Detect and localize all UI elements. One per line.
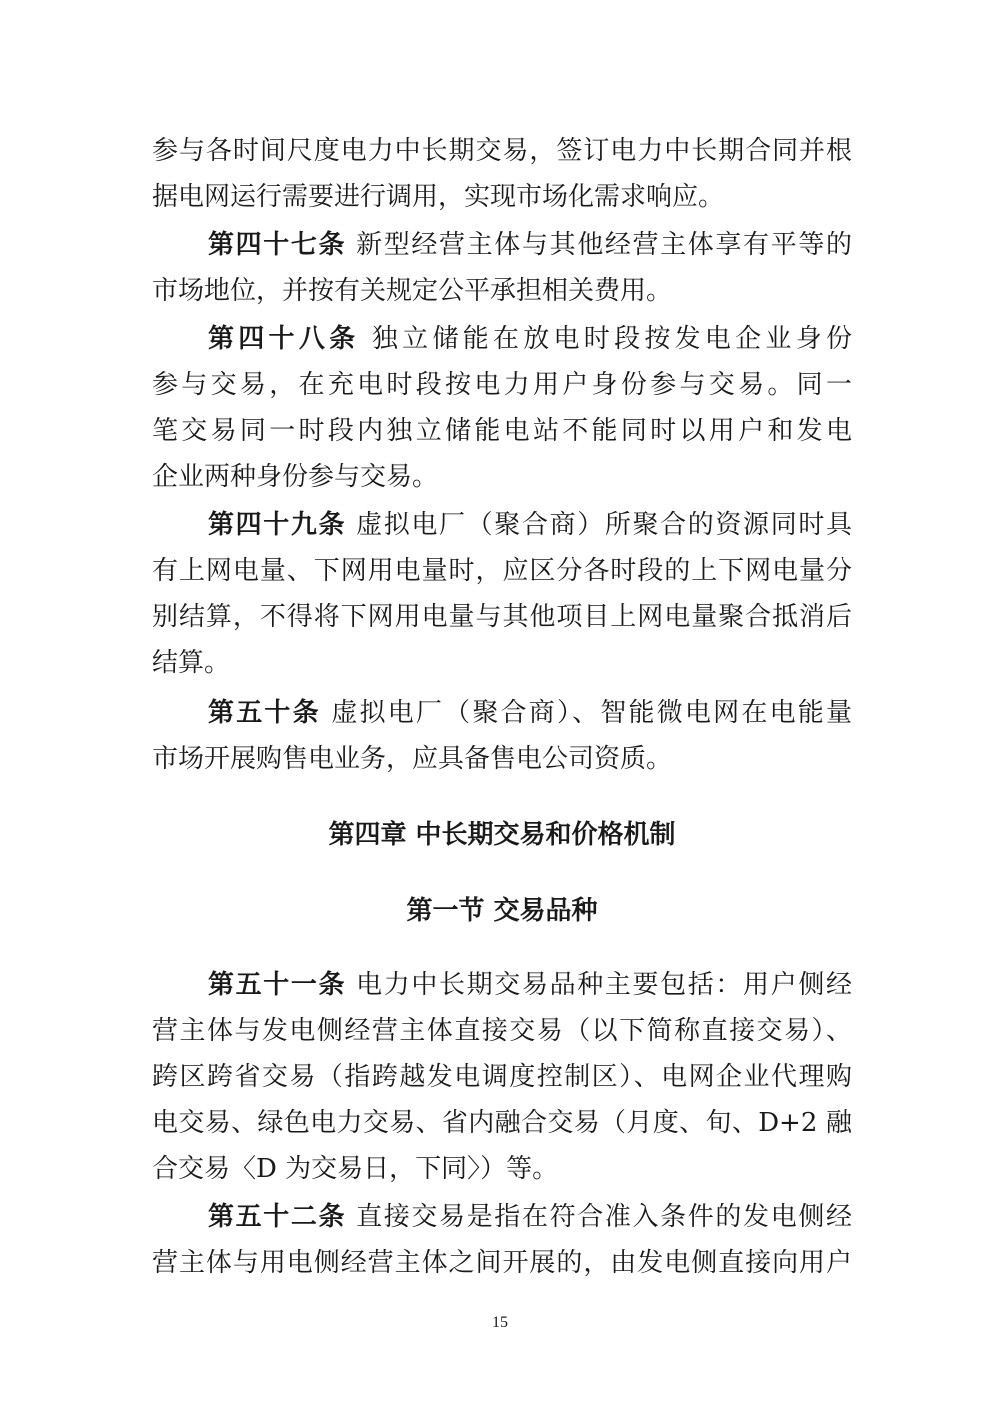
text-line: 跨区跨省交易（指跨越发电调度控制区）、电网企业代理购 <box>152 1062 852 1092</box>
article-title: 第五十一条 <box>208 970 347 1000</box>
text-line: 营主体与发电侧经营主体直接交易（以下简称直接交易）、 <box>152 1016 852 1046</box>
text-line: 据电网运行需要进行调用，实现市场化需求响应。 <box>152 182 725 212</box>
chapter-heading: 第四章 中长期交易和价格机制 <box>328 820 676 850</box>
article-title: 第五十二条 <box>208 1202 347 1232</box>
text-line: 参与各时间尺度电力中长期交易，签订电力中长期合同并根 <box>152 136 852 166</box>
text-line: 营主体与用电侧经营主体之间开展的，由发电侧直接向用户 <box>152 1248 852 1278</box>
text-line: 合交易〈D 为交易日，下同〉）等。 <box>152 1154 559 1184</box>
text-line: 笔交易同一时段内独立储能电站不能同时以用户和发电 <box>152 416 852 446</box>
text-line: 市场开展购售电业务，应具备售电公司资质。 <box>152 744 673 774</box>
section-heading: 第一节 交易品种 <box>406 896 598 926</box>
article-49: 第四十九条 虚拟电厂（聚合商）所聚合的资源同时具 <box>208 510 852 540</box>
page-number: 15 <box>492 1314 508 1331</box>
text-line: 市场地位，并按有关规定公平承担相关费用。 <box>152 276 673 306</box>
article-47: 第四十七条 新型经营主体与其他经营主体享有平等的 <box>208 230 852 260</box>
text-line: 别结算，不得将下网用电量与其他项目上网电量聚合抵消后 <box>152 602 852 632</box>
article-title: 第五十条 <box>208 698 321 728</box>
text-line: 电交易、绿色电力交易、省内融合交易（月度、旬、D+2 融 <box>152 1108 852 1138</box>
text-line: 结算。 <box>152 648 231 678</box>
article-title: 第四十九条 <box>208 510 347 540</box>
article-title: 第四十八条 <box>208 324 360 354</box>
article-52: 第五十二条 直接交易是指在符合准入条件的发电侧经 <box>208 1202 852 1232</box>
article-51: 第五十一条 电力中长期交易品种主要包括：用户侧经 <box>208 970 852 1000</box>
article-48: 第四十八条 独立储能在放电时段按发电企业身份 <box>208 324 852 354</box>
text-line: 企业两种身份参与交易。 <box>152 462 439 492</box>
text-line: 参与交易，在充电时段按电力用户身份参与交易。同一 <box>152 370 852 400</box>
article-title: 第四十七条 <box>208 230 347 260</box>
text-line: 有上网电量、下网用电量时，应区分各时段的上下网电量分 <box>152 556 852 586</box>
article-50: 第五十条 虚拟电厂（聚合商）、智能微电网在电能量 <box>208 698 852 728</box>
